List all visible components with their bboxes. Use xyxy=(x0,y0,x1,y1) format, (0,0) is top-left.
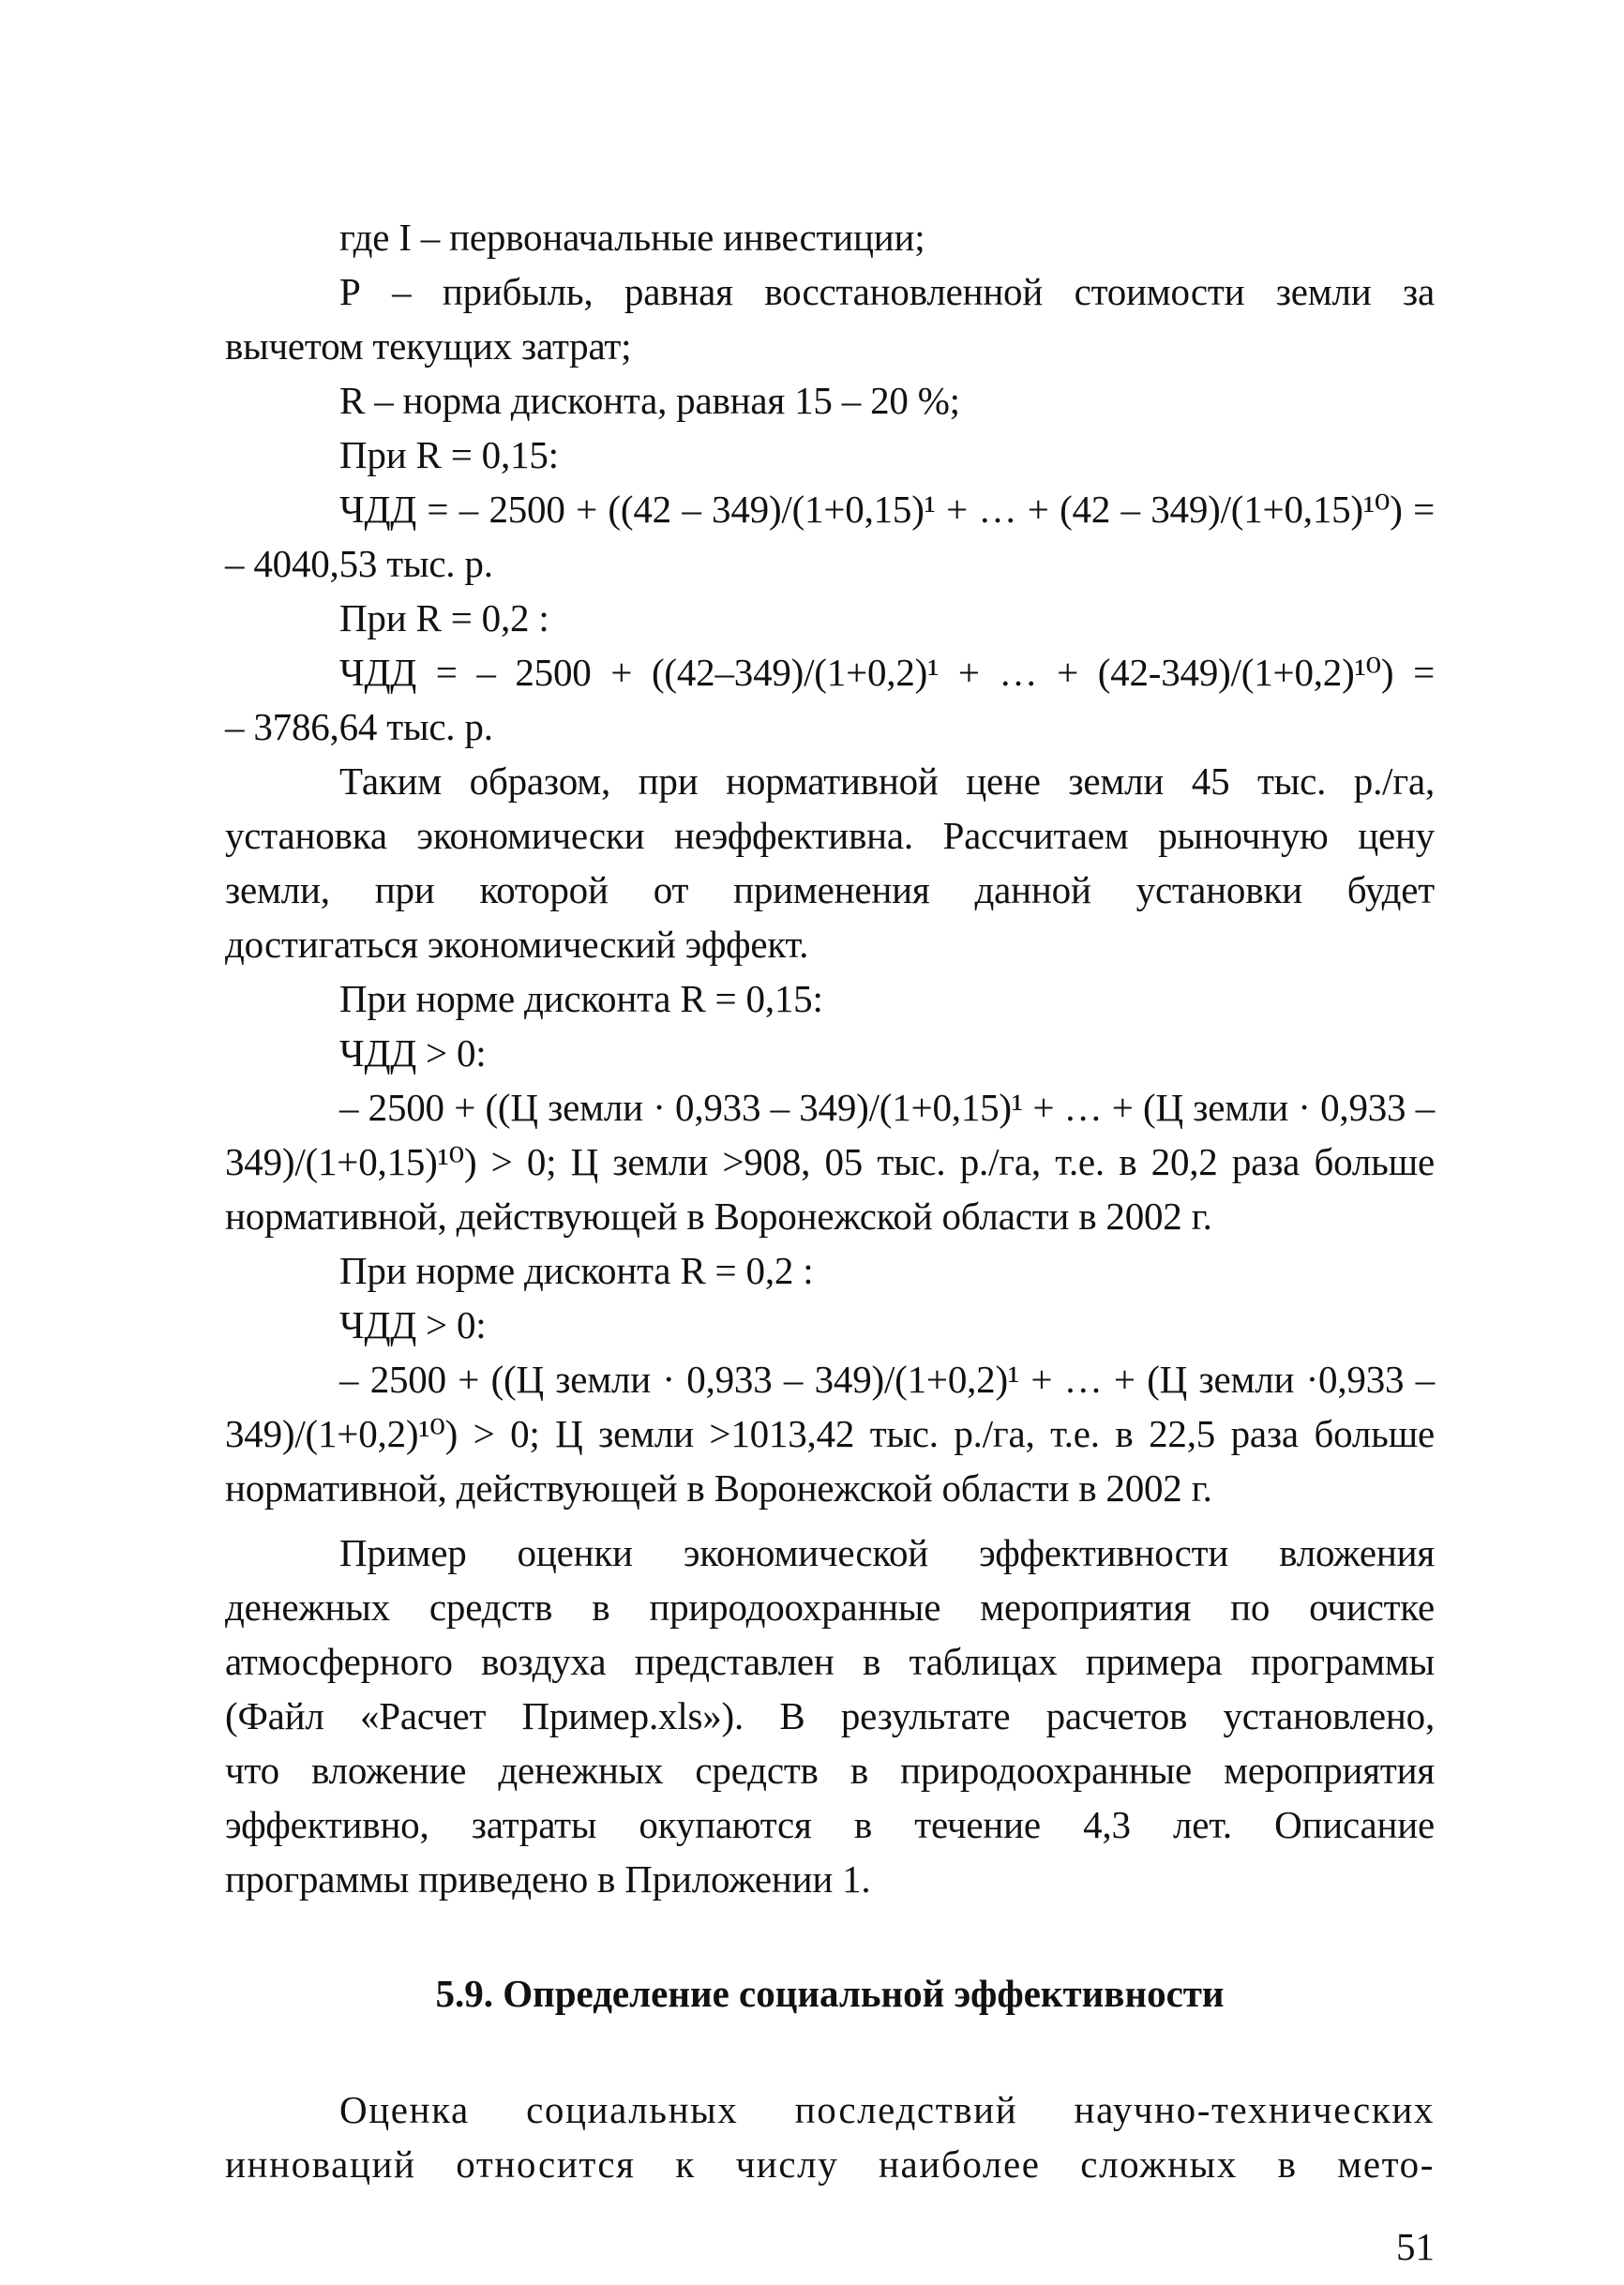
text-line: где I – первоначальные инвестиции; xyxy=(339,216,925,259)
text-line: При R = 0,2 : xyxy=(339,596,549,639)
text-line: Оценка социальных последствий научно-технических xyxy=(339,2088,1435,2131)
text-line: эффективно, затраты окупаются в течение 4,3 лет. Описание xyxy=(225,1803,1435,1846)
text-line: нормативной, действующей в Воронежской области в 2002 г. xyxy=(225,1195,1212,1238)
text-line: достигаться экономический эффект. xyxy=(225,923,809,966)
text-line: земли, при которой от применения данной установки будет xyxy=(225,868,1435,911)
text-line: При норме дисконта R = 0,2 : xyxy=(339,1249,814,1292)
formula-line: ЧДД > 0: xyxy=(339,1031,487,1075)
section-heading: 5.9. Определение социальной эффективности xyxy=(435,1972,1225,2015)
text-line: Р – прибыль, равная восстановленной стоимости земли за xyxy=(339,270,1435,313)
formula-line: – 3786,64 тыс. р. xyxy=(225,705,493,748)
text-line: программы приведено в Приложении 1. xyxy=(225,1857,871,1901)
text-line: установка экономически неэффективна. Рассчитаем рыночную цену xyxy=(225,814,1435,857)
text-line: Пример оценки экономической эффективности вложения xyxy=(339,1531,1435,1574)
formula-line: ЧДД = – 2500 + ((42–349)/(1+0,2)¹ + … + (42-349)/(1+0,2)¹⁰) = xyxy=(339,651,1435,694)
text-line: Таким образом, при нормативной цене земли 45 тыс. р./га, xyxy=(339,759,1435,803)
text-line: нормативной, действующей в Воронежской области в 2002 г. xyxy=(225,1466,1212,1510)
formula-line: 349)/(1+0,15)¹⁰) > 0; Ц земли >908, 05 тыс. р./га, т.е. в 20,2 раза больше xyxy=(225,1140,1435,1183)
text-line: что вложение денежных средств в природоохранные мероприятия xyxy=(225,1749,1435,1792)
text-line: атмосферного воздуха представлен в таблицах примера программы xyxy=(225,1640,1435,1683)
text-line: (Файл «Расчет Пример.xls»). В результате расчетов установлено, xyxy=(225,1694,1435,1737)
document-page xyxy=(225,0,1435,2285)
formula-line: – 4040,53 тыс. р. xyxy=(225,542,493,585)
formula-line: – 2500 + ((Ц земли · 0,933 – 349)/(1+0,15)¹ + … + (Ц земли · 0,933 – xyxy=(339,1086,1435,1129)
text-line: инноваций относится к числу наиболее сложных в мето- xyxy=(225,2142,1435,2186)
formula-line: 349)/(1+0,2)¹⁰) > 0; Ц земли >1013,42 тыс. р./га, т.е. в 22,5 раза больше xyxy=(225,1412,1435,1455)
formula-line: ЧДД = – 2500 + ((42 – 349)/(1+0,15)¹ + … + (42 – 349)/(1+0,15)¹⁰) = xyxy=(339,488,1435,531)
text-line: R – норма дисконта, равная 15 – 20 %; xyxy=(339,379,960,422)
formula-line: – 2500 + ((Ц земли · 0,933 – 349)/(1+0,2)¹ + … + (Ц земли ·0,933 – xyxy=(339,1358,1435,1401)
text-line: При R = 0,15: xyxy=(339,433,559,476)
text-line: денежных средств в природоохранные мероприятия по очистке xyxy=(225,1586,1435,1629)
text-line: При норме дисконта R = 0,15: xyxy=(339,977,823,1020)
formula-line: ЧДД > 0: xyxy=(339,1303,487,1346)
page-number: 51 xyxy=(1396,2225,1435,2268)
text-line: вычетом текущих затрат; xyxy=(225,324,632,368)
